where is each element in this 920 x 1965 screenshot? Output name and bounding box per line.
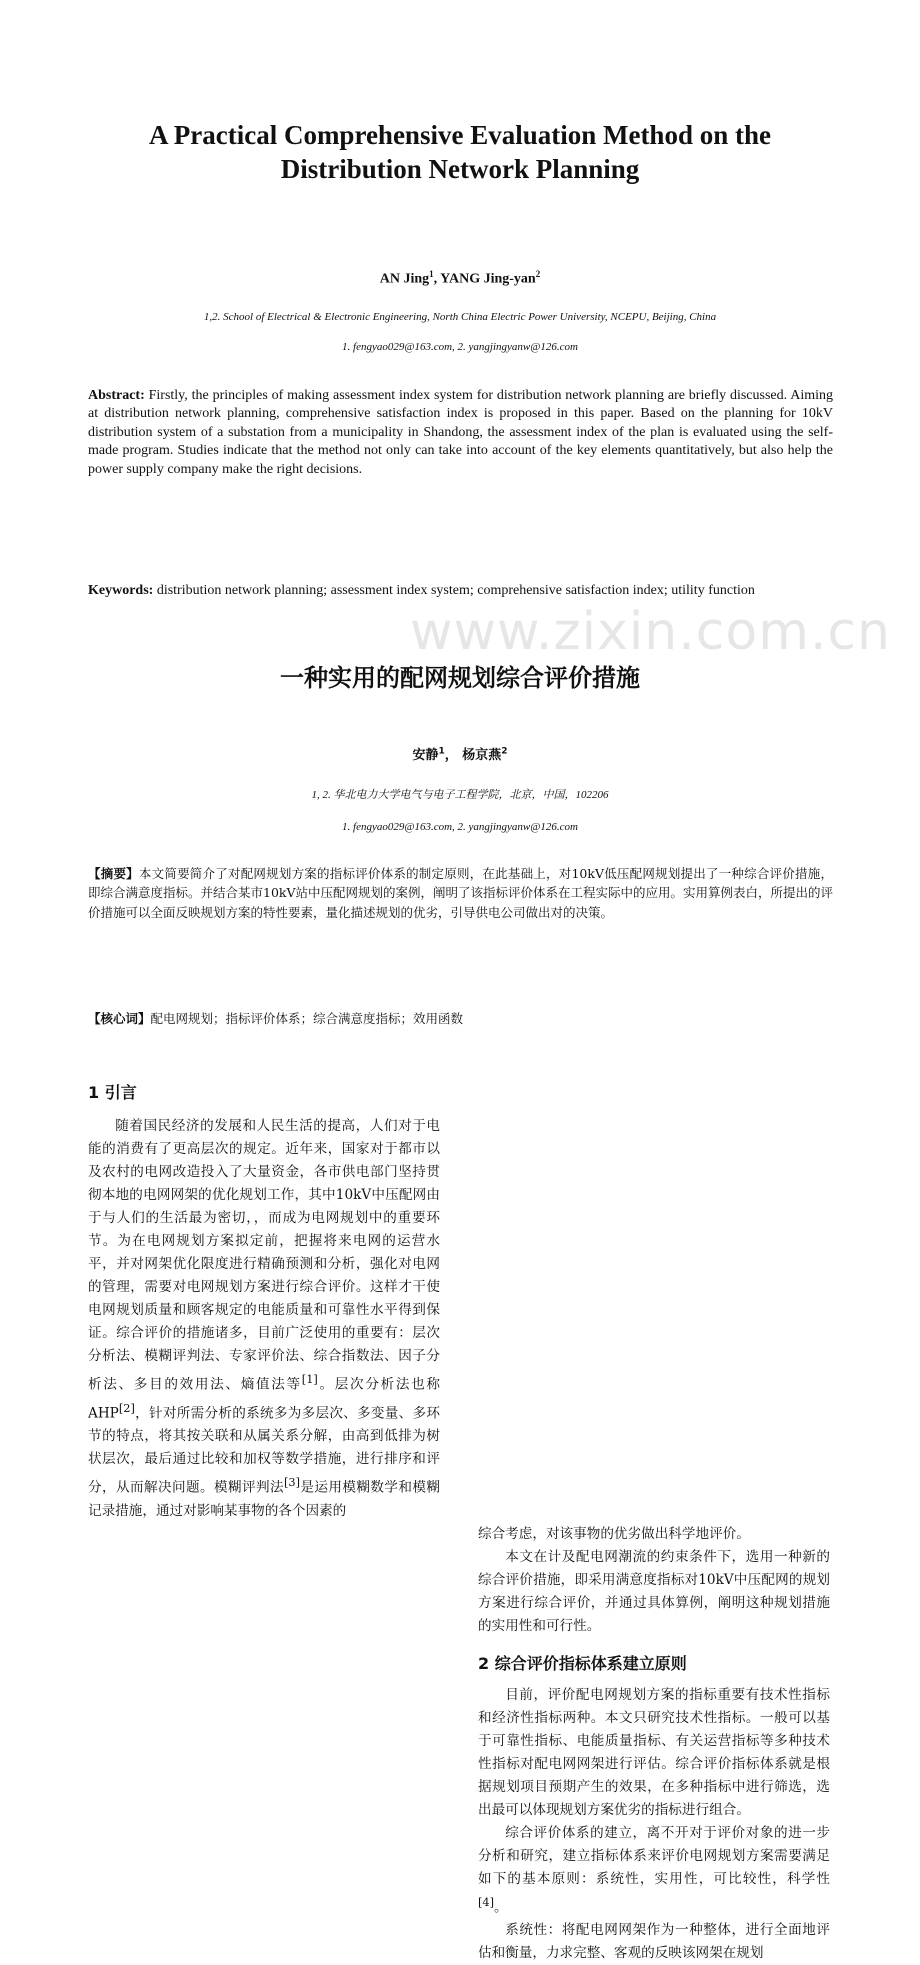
chinese-keywords <box>88 1009 833 1028</box>
english-title: A Practical Comprehensive Evaluation Method on the Distribution Network Planning <box>149 120 771 184</box>
author2-name: YANG Jing-yan <box>440 271 536 287</box>
author1-name: AN Jing <box>379 271 430 287</box>
chinese-abstract <box>88 864 833 923</box>
s2-text-b: 。 <box>494 1899 508 1916</box>
author1-sup: 1 <box>429 269 434 279</box>
cn-author2-name: 杨京燕 <box>462 747 502 763</box>
ref-4: [4] <box>478 1894 495 1909</box>
chinese-emails: 1. fengyao029@163.com, 2. yangjingyanw@126.com <box>342 820 578 833</box>
author2-sup: 2 <box>535 269 541 279</box>
english-emails: 1. fengyao029@163.com, 2. yangjingyanw@126.com <box>342 340 578 353</box>
cn-abstract-text: 本文简要简介了对配网规划方案的指标评价体系的制定原则，在此基础上，对10kV低压配网规划提出了一种综合评价措施，即综合满意度指标。并结合某市10kV站中压配网规划的案例，阐明了该指标评价体系在工程实际中的应用。实用算例表白，所提出的评价措施可以全面反映规划方案的特性要素，量化描述规划的优劣，引导供电公司做出对的决策。 <box>88 865 834 920</box>
section1-paragraph1 <box>88 1115 440 1523</box>
english-keywords <box>88 582 833 600</box>
abstract-label: Abstract: <box>88 387 145 403</box>
cn-author2-sup: 2 <box>501 746 508 757</box>
section1-paragraph2: 本文在计及配电网潮流的约束条件下，选用一种新的综合评价措施，即采用满意度指标对10kV中压配网的规划方案进行综合评价，并通过具体算例，阐明这种规划措施的实用性和可行性。 <box>478 1548 830 1634</box>
ref-2: [2] <box>118 1400 135 1415</box>
section1-heading: 1 引言 <box>88 1083 137 1103</box>
cn-abstract-label: 【摘要】 <box>88 865 139 881</box>
s2-text-a: 综合评价体系的建立，离不开对于评价对象的进一步分析和研究，建立指标体系来评价电网规划方案需要满足如下的基本原则：系统性，实用性，可比较性，科学性 <box>478 1824 830 1887</box>
cn-author1-sup: 1 <box>438 746 445 757</box>
author-separator: , <box>433 271 441 287</box>
cn-author1-name: 安静 <box>412 747 439 763</box>
s1-text-c: ，针对所需分析的系统多为多层次、多变量、多环节的特点，将其按关联和从属关系分解，由高到低排为树状层次，最后通过比较和加权等数学措施，进行排序和评分，从而解决问题。模糊评判法 <box>88 1405 440 1496</box>
watermark: www.zixin.com.cn <box>410 602 891 662</box>
section2-heading: 2 综合评价指标体系建立原则 <box>478 1653 687 1673</box>
english-authors <box>90 269 830 288</box>
english-abstract <box>88 387 833 480</box>
abstract-text: Firstly, the principles of making assessment index system for distribution network planning are briefly discussed. Aiming at distribution network planning, comprehensive satisfaction index is proposed in this paper. Based on the planning for 10kV distribution system of a substation from a municipality in Shandong, the assessment index of the plan is evaluated using the self-made program. Studies indicate that the method not only can take into account of the key elements quantitatively, but also help the power supply company make the right decisions. <box>88 387 833 478</box>
chinese-affiliation: 1, 2. 华北电力大学电气与电子工程学院，北京，中国，102206 <box>311 788 609 801</box>
s1-text-b: 。层次分析法也称AHP <box>88 1376 441 1422</box>
section2-paragraph1: 目前，评价配电网规划方案的指标重要有技术性指标和经济性指标两种。本文只研究技术性指标。一般可以基于可靠性指标、电能质量指标、有关运营指标等多种技术性指标对配电网网架进行评估。综合评价指标体系就是根据规划项目预期产生的效果，在多种指标中进行筛选，选出最可以体现规划方案优劣的指标进行组合。 <box>478 1686 830 1818</box>
ref-1: [1] <box>301 1372 318 1387</box>
s1-text-a: 随着国民经济的发展和人民生活的提高，人们对于电能的消费有了更高层次的规定。近年来，国家对于都市以及农村的电网改造投入了大量资金，各市供电部门坚持贯彻本地的电网网架的优化规划工作，其中10kV中压配网由于与人们的生活最为密切，，而成为电网规划中的重要环节。为在电网规划方案拟定前，把握将来电网的运营水平，并对网架优化限度进行精确预测和分析，强化对电网的管理，需要对电网规划方案进行综合评价。这样才干使电网规划质量和顾客规定的电能质量和可靠性水平得到保证。综合评价的措施诸多，目前广泛使用的重要有：层次分析法、模糊评判法、专家评价法、综合指数法、因子分析法、多目的效用法、熵值法等 <box>88 1118 440 1393</box>
right-column <box>478 1523 830 1965</box>
section1-continuation: 综合考虑，对该事物的优劣做出科学地评价。 <box>478 1525 750 1542</box>
keywords-label: Keywords: <box>88 582 154 598</box>
keywords-text: distribution network planning; assessment index system; comprehensive satisfaction index; utility function <box>153 582 755 598</box>
chinese-title: 一种实用的配网规划综合评价措施 <box>280 663 640 692</box>
cn-keywords-text: 配电网规划；指标评价体系；综合满意度指标；效用函数 <box>150 1011 464 1027</box>
chinese-authors <box>90 744 830 763</box>
section2-paragraph2 <box>478 1822 830 1920</box>
ref-3: [3] <box>283 1475 301 1490</box>
english-affiliation: 1,2. School of Electrical & Electronic Engineering, North China Electric Power University, NCEPU, Beijing, China <box>203 310 717 323</box>
section2-paragraph3: 系统性：将配电网网架作为一种整体，进行全面地评估和衡量，力求完整、客观的反映该网架在规划 <box>478 1922 830 1962</box>
s1-text-d: 是运用模糊数学和模糊记录措施，通过对影响某事物的各个因素的 <box>88 1479 441 1519</box>
cn-keywords-label: 【核心词】 <box>88 1011 151 1027</box>
cn-author-separator: ， <box>444 747 463 763</box>
